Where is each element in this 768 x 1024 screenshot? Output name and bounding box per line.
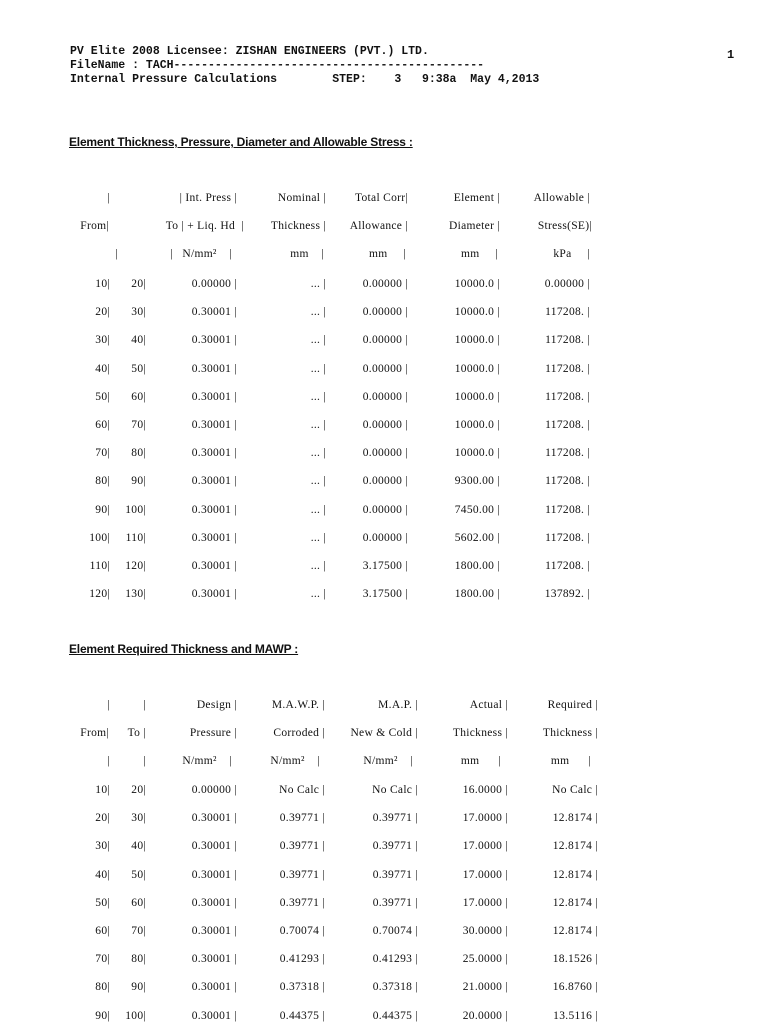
table-cell: 10000.0 | xyxy=(454,447,500,460)
table-row xyxy=(0,277,768,291)
table-cell: ... | xyxy=(310,560,326,572)
table-cell: 0.44375 | xyxy=(372,1009,418,1022)
table-cell: 117208. | xyxy=(545,306,590,319)
table-cell: 5602.00 | xyxy=(454,531,500,544)
table-cell: 0.00000 | xyxy=(362,306,408,319)
table-cell: 20| xyxy=(131,278,146,290)
table-cell: 3.17500 | xyxy=(362,560,408,572)
table-cell: 0.30001 | xyxy=(191,925,237,937)
table-cell: 0.39771 | xyxy=(372,868,418,881)
table-cell: Nominal | xyxy=(277,192,326,204)
table-cell: 10000.0 | xyxy=(454,278,500,290)
table-row xyxy=(0,559,768,573)
table-cell: 117208. | xyxy=(545,560,590,572)
table-cell: 12.8174 | xyxy=(552,925,598,937)
table-cell: 90| xyxy=(95,1009,110,1022)
table-cell: 0.39771 | xyxy=(279,840,325,853)
table-cell: Element | xyxy=(453,192,500,204)
table-cell: 12.8174 | xyxy=(552,896,598,909)
table-cell: 0.30001 | xyxy=(191,896,237,909)
table-cell: 117208. | xyxy=(545,475,590,488)
table-cell: 10000.0 | xyxy=(454,390,500,403)
table-header-row xyxy=(0,698,768,712)
table-cell: 20| xyxy=(95,812,110,825)
table-row xyxy=(0,474,768,488)
table-cell: Diameter | xyxy=(449,220,500,233)
table-cell: ... | xyxy=(310,588,326,601)
table-cell: mm | xyxy=(369,248,406,261)
table-cell: 10000.0 | xyxy=(454,334,500,347)
table-cell: 60| xyxy=(95,925,110,937)
table-cell: 60| xyxy=(131,390,146,403)
table-cell: 10| xyxy=(95,784,110,796)
table-cell: 12.8174 | xyxy=(552,812,598,825)
table-cell: 0.39771 | xyxy=(279,896,325,909)
table-cell: ... | xyxy=(310,390,326,403)
table-cell: 0.37318 | xyxy=(372,981,418,994)
table-row xyxy=(0,980,768,994)
table-cell: Corroded | xyxy=(273,727,325,740)
table-cell: 0.00000 | xyxy=(191,784,237,796)
table-cell: Pressure | xyxy=(189,727,237,740)
table-cell: 17.0000 | xyxy=(462,840,508,853)
table-cell: Thickness | xyxy=(452,727,508,740)
table-cell: 0.00000 | xyxy=(362,531,408,544)
table-cell: 0.30001 | xyxy=(191,503,237,516)
table-cell: 40| xyxy=(95,362,110,375)
table-cell: New & Cold | xyxy=(350,727,418,740)
table-cell: Allowance | xyxy=(349,220,408,233)
table-cell: 30| xyxy=(95,334,110,347)
table-cell: 18.1526 | xyxy=(552,953,598,966)
table-cell: Design | xyxy=(196,699,237,711)
table-cell: 100| xyxy=(125,503,146,516)
table-cell: Stress(SE)| xyxy=(537,220,592,233)
table-row xyxy=(0,305,768,319)
table-cell: 0.00000 | xyxy=(362,334,408,347)
table-header-row xyxy=(0,726,768,740)
table-cell: 117208. | xyxy=(545,419,590,431)
table-cell: 40| xyxy=(131,334,146,347)
table-cell: M.A.P. | xyxy=(378,699,418,711)
table-cell: 50| xyxy=(131,362,146,375)
table-cell: 90| xyxy=(131,981,146,994)
table-cell: ... | xyxy=(310,419,326,431)
table-cell: 70| xyxy=(131,419,146,431)
table-cell: No Calc | xyxy=(372,784,418,796)
table-row xyxy=(0,839,768,853)
table-cell: | xyxy=(115,248,118,261)
table-row xyxy=(0,811,768,825)
table-cell: 0.00000 | xyxy=(362,362,408,375)
table-cell: 0.00000 | xyxy=(362,447,408,460)
calc-title-line: Internal Pressure Calculations STEP: 3 9:38a May 4,2013 xyxy=(70,73,540,86)
table-header-row xyxy=(0,754,768,768)
table-row xyxy=(0,924,768,938)
table-cell: 30| xyxy=(95,840,110,853)
table-cell: 117208. | xyxy=(545,531,590,544)
table-cell: 0.30001 | xyxy=(191,840,237,853)
table-cell: 0.00000 | xyxy=(544,278,590,290)
table-cell: | Int. Press | xyxy=(179,192,237,204)
table-cell: 90| xyxy=(95,503,110,516)
table-cell: 0.39771 | xyxy=(372,840,418,853)
table-cell: 120| xyxy=(125,560,146,572)
table-cell: 0.39771 | xyxy=(279,868,325,881)
table-row xyxy=(0,587,768,601)
table-cell: 100| xyxy=(89,531,110,544)
table-cell: 10000.0 | xyxy=(454,419,500,431)
table-cell: 20.0000 | xyxy=(462,1009,508,1022)
table-cell: 70| xyxy=(131,925,146,937)
table-row xyxy=(0,531,768,545)
table-cell: 40| xyxy=(95,868,110,881)
table-cell: Thickness | xyxy=(270,220,326,233)
table-cell: 30| xyxy=(131,306,146,319)
filename-line: FileName : TACH--------------------------------------------- xyxy=(70,59,485,72)
table-cell: 25.0000 | xyxy=(462,953,508,966)
table-cell: N/mm² | xyxy=(363,755,413,768)
table-cell: From| xyxy=(80,220,109,233)
table-cell: kPa | xyxy=(553,248,590,261)
table-cell: 117208. | xyxy=(545,334,590,347)
table-cell: 17.0000 | xyxy=(462,812,508,825)
table-cell: ... | xyxy=(310,306,326,319)
table-row xyxy=(0,1009,768,1023)
table-cell: Actual | xyxy=(469,699,508,711)
table-cell: N/mm² | xyxy=(182,755,232,768)
table-cell: 0.41293 | xyxy=(279,953,325,966)
table-cell: 0.30001 | xyxy=(191,868,237,881)
table-cell: ... | xyxy=(310,531,326,544)
table-cell: 20| xyxy=(131,784,146,796)
table-cell: From| xyxy=(80,727,109,740)
table-cell: 80| xyxy=(95,981,110,994)
table-cell: | xyxy=(107,755,110,768)
table-cell: 60| xyxy=(95,419,110,431)
table-row xyxy=(0,868,768,882)
table-cell: Total Corr| xyxy=(354,192,408,204)
licensee-line: PV Elite 2008 Licensee: ZISHAN ENGINEERS (PVT.) LTD. xyxy=(70,45,429,58)
table-cell: 0.00000 | xyxy=(362,419,408,431)
table-row xyxy=(0,896,768,910)
table-cell: 0.30001 | xyxy=(191,334,237,347)
table-cell: 0.30001 | xyxy=(191,475,237,488)
table-cell: 7450.00 | xyxy=(454,503,500,516)
table-cell: 21.0000 | xyxy=(462,981,508,994)
table-cell: 0.00000 | xyxy=(362,475,408,488)
table-cell: 9300.00 | xyxy=(454,475,500,488)
table-cell: 50| xyxy=(131,868,146,881)
table-cell: mm | xyxy=(550,755,591,768)
table-cell: 0.00000 | xyxy=(362,503,408,516)
table-row xyxy=(0,418,768,432)
table-cell: 0.41293 | xyxy=(372,953,418,966)
table-cell: 0.30001 | xyxy=(191,812,237,825)
table-cell: | xyxy=(107,192,110,204)
table-cell: 60| xyxy=(131,896,146,909)
table-cell: 0.30001 | xyxy=(191,560,237,572)
table-cell: mm | xyxy=(461,248,498,261)
table-cell: 1800.00 | xyxy=(454,588,500,601)
table-cell: 0.37318 | xyxy=(279,981,325,994)
table-cell: 17.0000 | xyxy=(462,868,508,881)
table-cell: 16.8760 | xyxy=(552,981,598,994)
table-cell: 10| xyxy=(95,278,110,290)
table-row xyxy=(0,446,768,460)
table-row xyxy=(0,783,768,797)
table-cell: ... | xyxy=(310,334,326,347)
table-cell: To | + Liq. Hd | xyxy=(165,220,244,233)
table-cell: 117208. | xyxy=(545,447,590,460)
table-cell: 0.30001 | xyxy=(191,588,237,601)
table-row xyxy=(0,362,768,376)
table-cell: 16.0000 | xyxy=(462,784,508,796)
table-cell: 117208. | xyxy=(545,390,590,403)
table-cell: No Calc | xyxy=(279,784,325,796)
table-cell: N/mm² | xyxy=(270,755,320,768)
table-cell: 80| xyxy=(131,953,146,966)
table-cell: 117208. | xyxy=(545,362,590,375)
table-header-row xyxy=(0,247,768,261)
table-cell: | N/mm² | xyxy=(170,248,232,261)
table-cell: 90| xyxy=(131,475,146,488)
table-cell: 0.30001 | xyxy=(191,981,237,994)
report-header xyxy=(70,45,539,87)
table-cell: Thickness | xyxy=(542,727,598,740)
table-header-row xyxy=(0,219,768,233)
table-cell: 0.39771 | xyxy=(372,896,418,909)
table-cell: Required | xyxy=(547,699,598,711)
table-cell: 17.0000 | xyxy=(462,896,508,909)
table-cell: | xyxy=(107,699,110,711)
table-cell: M.A.W.P. | xyxy=(271,699,325,711)
table-cell: 0.30001 | xyxy=(191,447,237,460)
table-cell: 0.30001 | xyxy=(191,1009,237,1022)
section2-title: Element Required Thickness and MAWP : xyxy=(69,642,299,656)
table-cell: 0.39771 | xyxy=(372,812,418,825)
table-cell: 0.30001 | xyxy=(191,531,237,544)
table-cell: 110| xyxy=(89,560,110,572)
table-cell: ... | xyxy=(310,503,326,516)
table-cell: | xyxy=(143,755,146,768)
table-cell: 0.30001 | xyxy=(191,419,237,431)
table-cell: 110| xyxy=(125,531,146,544)
table-cell: 120| xyxy=(89,588,110,601)
table-cell: mm | xyxy=(290,248,324,261)
table-cell: 1800.00 | xyxy=(454,560,500,572)
table-cell: Allowable | xyxy=(533,192,590,204)
table-cell: 0.39771 | xyxy=(279,812,325,825)
table-cell: 0.70074 | xyxy=(372,925,418,937)
table-cell: To | xyxy=(127,727,146,740)
table-cell: 0.30001 | xyxy=(191,306,237,319)
table-cell: 70| xyxy=(95,953,110,966)
table-cell: 50| xyxy=(95,390,110,403)
table-cell: 117208. | xyxy=(545,503,590,516)
table-cell: 10000.0 | xyxy=(454,306,500,319)
table-row xyxy=(0,952,768,966)
table-cell: No Calc | xyxy=(552,784,598,796)
table-cell: 137892. | xyxy=(544,588,590,601)
table-cell: 0.70074 | xyxy=(279,925,325,937)
table-cell: 30| xyxy=(131,812,146,825)
table-cell: | xyxy=(143,699,146,711)
table-cell: ... | xyxy=(310,362,326,375)
table-cell: 13.5116 | xyxy=(553,1009,598,1022)
table-cell: 0.30001 | xyxy=(191,953,237,966)
table-cell: ... | xyxy=(310,278,326,290)
table-cell: 10000.0 | xyxy=(454,362,500,375)
table-cell: 0.30001 | xyxy=(191,362,237,375)
table-cell: 12.8174 | xyxy=(552,840,598,853)
table-row xyxy=(0,333,768,347)
table-cell: ... | xyxy=(310,475,326,488)
table-cell: 80| xyxy=(95,475,110,488)
table-cell: 50| xyxy=(95,896,110,909)
table-cell: 80| xyxy=(131,447,146,460)
table-cell: 130| xyxy=(125,588,146,601)
table-cell: 12.8174 | xyxy=(552,868,598,881)
page-number: 1 xyxy=(727,48,735,62)
table-cell: 0.44375 | xyxy=(279,1009,325,1022)
table-row xyxy=(0,390,768,404)
table-cell: ... | xyxy=(310,447,326,460)
table-cell: 3.17500 | xyxy=(362,588,408,601)
table-cell: 0.00000 | xyxy=(191,278,237,290)
table-cell: 30.0000 | xyxy=(462,925,508,937)
section1-title: Element Thickness, Pressure, Diameter and Allowable Stress : xyxy=(69,135,413,149)
table-cell: 70| xyxy=(95,447,110,460)
table-cell: 0.00000 | xyxy=(362,390,408,403)
table-header-row xyxy=(0,191,768,205)
table-cell: 100| xyxy=(125,1009,146,1022)
table-cell: 0.00000 | xyxy=(362,278,408,290)
table-cell: 20| xyxy=(95,306,110,319)
table-cell: 0.30001 | xyxy=(191,390,237,403)
table-cell: mm | xyxy=(460,755,501,768)
table-row xyxy=(0,503,768,517)
table-cell: 40| xyxy=(131,840,146,853)
